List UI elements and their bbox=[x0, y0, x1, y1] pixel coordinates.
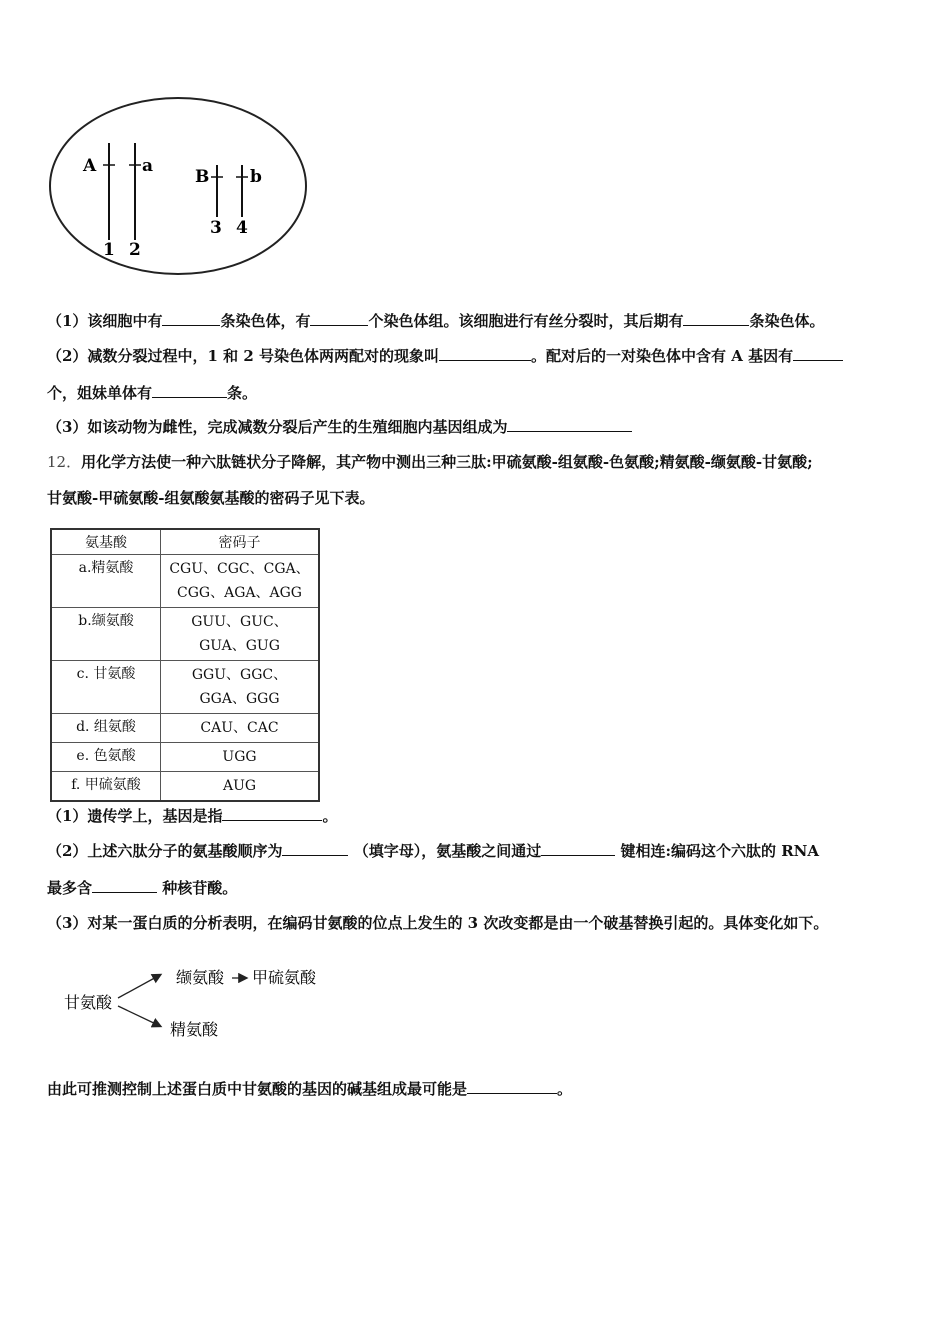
chromosome-number-1: 1 bbox=[103, 240, 115, 260]
chromosome-number-4: 4 bbox=[236, 218, 248, 238]
gene-label-b: b bbox=[250, 167, 262, 187]
amino-acid-cell: a.精氨酸 bbox=[51, 555, 161, 608]
flow-bottom-label: 精氨酸 bbox=[170, 1020, 219, 1039]
codon-cell: CAU、CAC bbox=[161, 714, 320, 743]
amino-acid-cell: f. 甲硫氨酸 bbox=[51, 772, 161, 802]
q11-part1: （1）该细胞中有 条染色体，有 个染色体组。该细胞进行有丝分裂时，其后期有 条染色体。 bbox=[47, 312, 825, 330]
amino-acid-cell: e. 色氨酸 bbox=[51, 743, 161, 772]
answer-blank[interactable] bbox=[152, 383, 227, 398]
q11-part2: （2）减数分裂过程中，1 和 2 号染色体两两配对的现象叫 。配对后的一对染色体中含有 A 基因有 bbox=[47, 346, 843, 366]
codon-cell: AUG bbox=[161, 772, 320, 802]
codon-cell: GUU、GUC、 GUA、GUG bbox=[161, 608, 320, 661]
q12-part3: （3）对某一蛋白质的分析表明，在编码甘氨酸的位点上发生的 3 次改变都是由一个破基替换引起的。具体变化如下。 bbox=[47, 914, 829, 932]
answer-blank[interactable] bbox=[439, 346, 531, 361]
answer-blank[interactable] bbox=[282, 841, 348, 856]
mutation-flow-diagram bbox=[60, 960, 340, 1050]
table-row bbox=[51, 714, 319, 743]
q11-part2-cont: 个，姐妹单体有 条。 bbox=[47, 384, 258, 402]
table-row bbox=[51, 743, 319, 772]
gene-label-a: a bbox=[142, 156, 154, 176]
answer-blank[interactable] bbox=[507, 417, 632, 432]
q12-part2-cont: 最多含 种核苷酸。 bbox=[47, 879, 238, 897]
codon-cell: GGU、GGC、 GGA、GGG bbox=[161, 661, 320, 714]
table-header-row bbox=[51, 529, 319, 555]
amino-acid-cell: c. 甘氨酸 bbox=[51, 661, 161, 714]
answer-blank[interactable] bbox=[793, 346, 843, 361]
q12-conclusion: 由此可推测控制上述蛋白质中甘氨酸的基因的碱基组成最可能是 。 bbox=[47, 1080, 573, 1098]
answer-blank[interactable] bbox=[162, 311, 220, 326]
table-row bbox=[51, 772, 319, 802]
flow-arrow-down bbox=[118, 1006, 160, 1026]
answer-blank[interactable] bbox=[467, 1079, 557, 1094]
cell-outline bbox=[50, 98, 306, 274]
amino-acid-cell: d. 组氨酸 bbox=[51, 714, 161, 743]
table-row bbox=[51, 661, 319, 714]
q12-intro: 12．用化学方法使一种六肽链状分子降解，其产物中测出三种三肽:甲硫氨酸-组氨酸-色氨酸;精氨酸-缬氨酸-甘氨酸; bbox=[47, 453, 813, 471]
codon-table bbox=[50, 528, 320, 802]
chromosome-number-3: 3 bbox=[210, 218, 222, 238]
answer-blank[interactable] bbox=[92, 878, 157, 893]
codon-cell: UGG bbox=[161, 743, 320, 772]
table-row bbox=[51, 608, 319, 661]
gene-label-A: A bbox=[83, 156, 97, 176]
table-header: 氨基酸 bbox=[51, 529, 161, 555]
table-header: 密码子 bbox=[161, 529, 320, 555]
answer-blank[interactable] bbox=[683, 311, 749, 326]
chromosome-number-2: 2 bbox=[129, 240, 141, 260]
q11-part3: （3）如该动物为雌性，完成减数分裂后产生的生殖细胞内基因组成为 bbox=[47, 417, 632, 437]
table-row bbox=[51, 555, 319, 608]
flow-arrow-up bbox=[118, 975, 160, 998]
flow-start-label: 甘氨酸 bbox=[64, 993, 113, 1012]
flow-top-next-label: 甲硫氨酸 bbox=[252, 968, 317, 987]
q12-part2: （2）上述六肽分子的氨基酸顺序为 （填字母），氨基酸之间通过 键相连:编码这个六肽的 RNA bbox=[47, 842, 820, 860]
flow-top-label: 缬氨酸 bbox=[176, 968, 225, 987]
q12-part1: （1）遗传学上，基因是指 。 bbox=[47, 807, 338, 825]
amino-acid-cell: b.缬氨酸 bbox=[51, 608, 161, 661]
answer-blank[interactable] bbox=[222, 806, 322, 821]
codon-cell: CGU、CGC、CGA、 CGG、AGA、AGG bbox=[161, 555, 320, 608]
cell-diagram bbox=[45, 95, 315, 285]
gene-label-B: B bbox=[195, 167, 210, 187]
q12-intro-cont: 甘氨酸-甲硫氨酸-组氨酸氨基酸的密码子见下表。 bbox=[47, 489, 375, 507]
answer-blank[interactable] bbox=[541, 841, 615, 856]
answer-blank[interactable] bbox=[310, 311, 368, 326]
